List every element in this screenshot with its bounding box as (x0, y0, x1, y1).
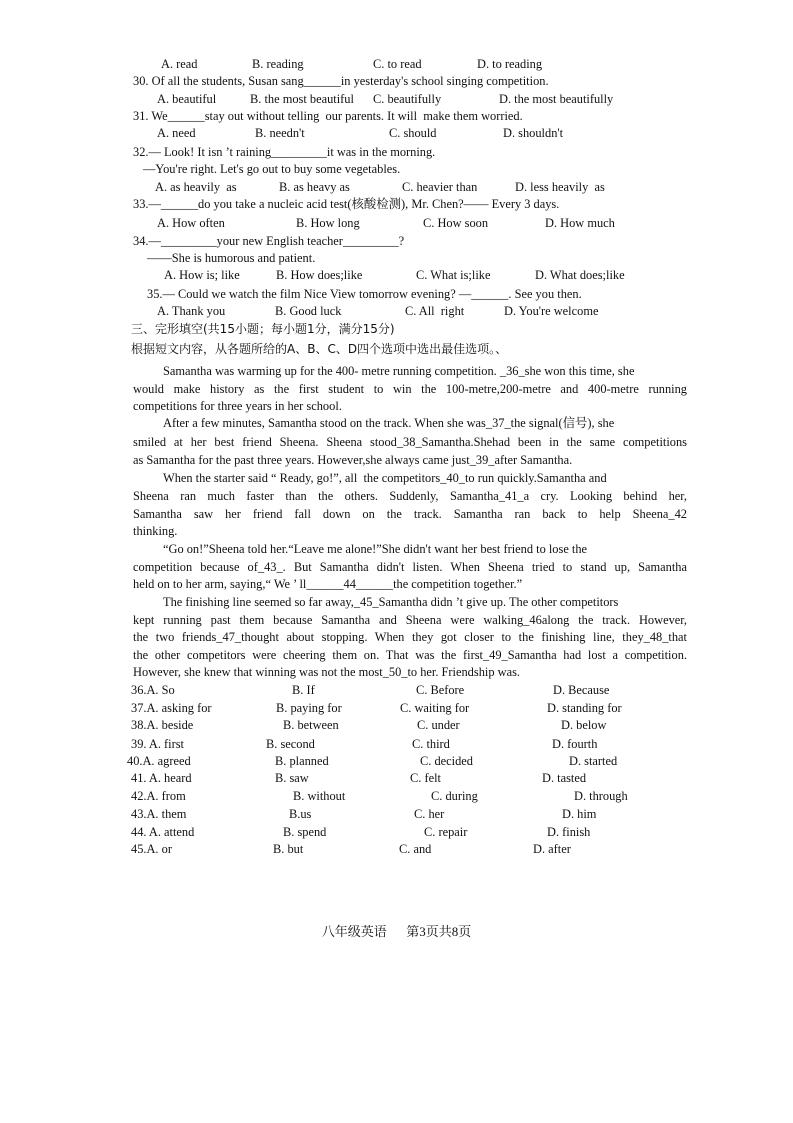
passage-line: held on to her arm, saying,“ We ’ ll______44______the competition together.” (133, 577, 523, 591)
passage-line: “Go on!”Sheena told her.“Leave me alone!”She didn't want her best friend to lose the (163, 542, 588, 556)
cloze-option-d: D. Because (553, 683, 610, 697)
cloze-option-c: C. repair (424, 825, 468, 839)
passage-line: thinking. (133, 524, 178, 538)
cloze-option-c: C. third (412, 737, 450, 751)
option-c: C. How soon (423, 216, 489, 230)
cloze-option-b: B. paying for (276, 701, 342, 715)
cloze-option-b: B. saw (275, 771, 309, 785)
option-a: A. read (161, 57, 198, 71)
cloze-option-c: C. her (414, 807, 445, 821)
option-c: C. beautifully (373, 92, 442, 106)
passage-line: the other competitors were cheering them on. That was the first_49_Samantha had lost a competition. (133, 648, 687, 662)
section-heading: 三、完形填空(共15小题；每小题1分，满分15分) (131, 322, 395, 336)
section-instruction: 根据短文内容，从各题所给的A、B、C、D四个选项中选出最佳选项。、 (131, 342, 508, 356)
option-d: D. shouldn't (503, 126, 564, 140)
passage-line: would make history as the first student to win the 100-metre,200-metre and 400-metre running (133, 382, 687, 396)
dialogue-reply: ——She is humorous and patient. (147, 251, 316, 265)
option-b: B. How does;like (276, 268, 363, 282)
passage-line: smiled at her best friend Sheena. Sheena stood_38_Samantha.Shehad been in the same competitions (133, 435, 687, 449)
cloze-option-d: D. finish (547, 825, 591, 839)
cloze-option-c: C. decided (420, 754, 473, 768)
cloze-option-c: C. under (417, 718, 460, 732)
cloze-option-d: D. after (533, 842, 571, 856)
question-stem: 30. Of all the students, Susan sang______in yesterday's school singing competition. (133, 74, 549, 88)
option-c: C. What is;like (416, 268, 491, 282)
cloze-option-d: D. tasted (542, 771, 587, 785)
cloze-option-a: 45.A. or (131, 842, 172, 856)
passage-line: Samantha was warming up for the 400- metre running competition. _36_she won this time, she (163, 364, 635, 378)
cloze-option-c: C. during (431, 789, 478, 803)
option-d: D. You're welcome (504, 304, 599, 318)
passage-line: When the starter said “ Ready, go!”, all the competitors_40_to run quickly.Samantha and (163, 471, 607, 485)
passage-line: competition because of_43_. But Samantha didn't listen. When Sheena tried to stand up, Samantha (133, 560, 687, 574)
passage-line: competitions for three years in her school. (133, 399, 342, 413)
page-footer: 八年级英语 第3页共8页 (321, 924, 472, 939)
cloze-option-c: C. felt (410, 771, 441, 785)
cloze-option-b: B. spend (283, 825, 327, 839)
cloze-option-a: 41. A. heard (131, 771, 192, 785)
cloze-option-a: 39. A. first (131, 737, 185, 751)
passage-line: After a few minutes, Samantha stood on the track. When she was_37_the signal(信号), she (163, 416, 615, 430)
cloze-option-b: B. second (266, 737, 315, 751)
cloze-option-b: B. but (273, 842, 304, 856)
option-a: A. Thank you (157, 304, 226, 318)
cloze-option-b: B. If (292, 683, 315, 697)
question-stem: 35.— Could we watch the film Nice View tomorrow evening? —______. See you then. (147, 287, 582, 301)
cloze-option-a: 43.A. them (131, 807, 187, 821)
option-d: D. How much (545, 216, 615, 230)
cloze-option-b: B.us (289, 807, 312, 821)
option-a: A. as heavily as (155, 180, 237, 194)
cloze-option-d: D. through (574, 789, 628, 803)
option-a: A. How often (157, 216, 225, 230)
option-a: A. How is; like (164, 268, 240, 282)
cloze-option-d: D. him (562, 807, 597, 821)
cloze-option-a: 36.A. So (131, 683, 175, 697)
option-b: B. How long (296, 216, 360, 230)
dialogue-reply: —You're right. Let's go out to buy some vegetables. (143, 162, 401, 176)
question-stem: 32.— Look! It isn ’t raining_________it was in the morning. (133, 145, 436, 159)
passage-line: The finishing line seemed so far away,_45_Samantha didn ’t give up. The other competitors (163, 595, 619, 609)
passage-line: Samantha saw her friend fall down on the track. Samantha ran back to help Sheena_42 (133, 507, 687, 521)
option-a: A. beautiful (157, 92, 217, 106)
option-d: D. the most beautifully (499, 92, 614, 106)
cloze-option-a: 38.A. beside (131, 718, 194, 732)
passage-line: kept running past them because Samantha and Sheena were walking_46along the track. However, (133, 613, 687, 627)
cloze-option-d: D. fourth (552, 737, 598, 751)
option-b: B. as heavy as (279, 180, 350, 194)
option-c: C. should (389, 126, 437, 140)
option-d: D. less heavily as (515, 180, 605, 194)
option-d: D. What does;like (535, 268, 625, 282)
option-c: C. to read (373, 57, 422, 71)
passage-line: as Samantha for the past three years. However,she always came just_39_after Samantha. (133, 453, 573, 467)
cloze-option-c: C. Before (416, 683, 465, 697)
cloze-option-d: D. standing for (547, 701, 622, 715)
cloze-option-c: C. and (399, 842, 432, 856)
cloze-option-d: D. started (569, 754, 618, 768)
cloze-option-b: B. between (283, 718, 339, 732)
question-stem: 34.—_________your new English teacher_________? (133, 234, 405, 248)
cloze-option-b: B. planned (275, 754, 329, 768)
cloze-option-b: B. without (293, 789, 346, 803)
cloze-option-c: C. waiting for (400, 701, 470, 715)
option-c: C. All right (405, 304, 465, 318)
option-b: B. Good luck (275, 304, 342, 318)
question-stem: 33.—______do you take a nucleic acid test(核酸检测), Mr. Chen?—— Every 3 days. (133, 197, 560, 211)
option-d: D. to reading (477, 57, 543, 71)
option-c: C. heavier than (402, 180, 478, 194)
question-stem: 31. We______stay out without telling our parents. It will make them worried. (133, 109, 523, 123)
passage-line: Sheena ran much faster than the others. Suddenly, Samantha_41_a cry. Looking behind her, (133, 489, 687, 503)
option-a: A. need (157, 126, 196, 140)
cloze-option-a: 40.A. agreed (127, 754, 191, 768)
cloze-option-a: 37.A. asking for (131, 701, 212, 715)
cloze-option-a: 44. A. attend (131, 825, 195, 839)
option-b: B. needn't (255, 126, 305, 140)
cloze-option-a: 42.A. from (131, 789, 186, 803)
passage-line: However, she knew that winning was not the most_50_to her. Friendship was. (133, 665, 521, 679)
option-b: B. the most beautiful (250, 92, 354, 106)
cloze-option-d: D. below (561, 718, 607, 732)
option-b: B. reading (252, 57, 304, 71)
passage-line: the two friends_47_thought about stopping. When they got closer to the finishing line, they_48_that (133, 630, 687, 644)
